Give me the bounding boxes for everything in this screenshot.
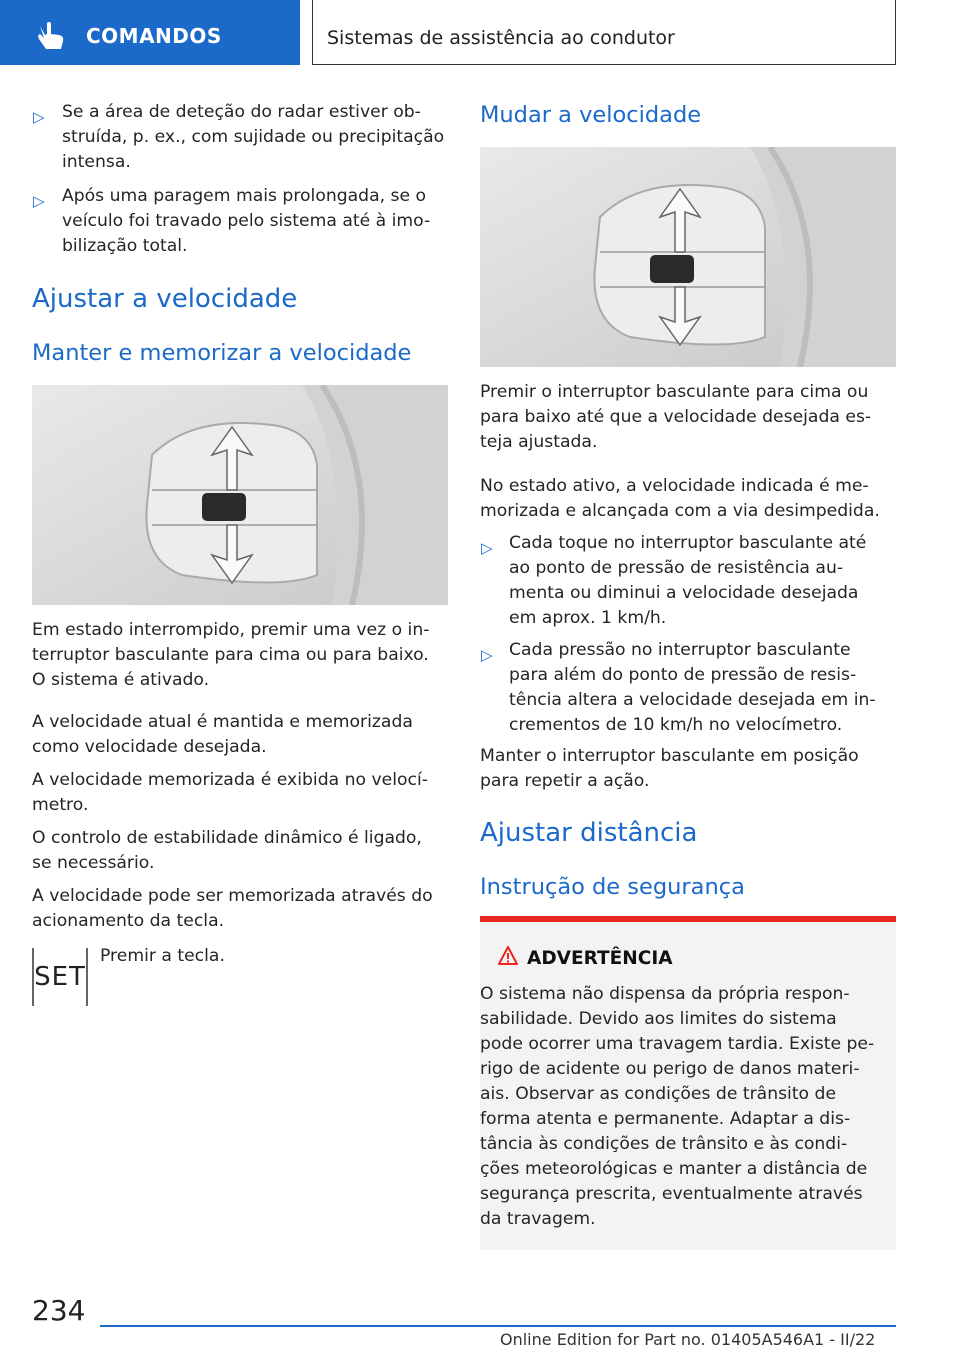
steering-wheel-rocker-image xyxy=(32,385,448,605)
paragraph: A velocidade memorizada é exibida no velocí- metro. xyxy=(32,770,428,815)
footer-divider xyxy=(100,1325,896,1327)
heading-adjust-speed: Ajustar a velocidade xyxy=(32,284,298,314)
paragraph: No estado ativo, a velocidade indicada é me- morizada e alcançada com a via desimpedida. xyxy=(480,476,880,521)
subheading-change-speed: Mudar a velocidade xyxy=(480,102,702,128)
warning-text: O sistema não dispensa da própria respon- sabilidade. Devido aos limites do sistema pode ocorrer uma travagem tardia. Existe pe- rigo de acidente ou perigo de danos materi- ais. Observar as condições de trânsito de forma atenta e permanente. Adaptar a dis- tância às condições de trânsito e às condi- ções meteorológicas e manter a distância de segurança prescrita, eventualmente através da travagem. xyxy=(480,984,875,1229)
chapter-title: Sistemas de assistência ao condutor xyxy=(327,27,675,49)
warning-box xyxy=(480,916,896,1250)
paragraph: A velocidade atual é mantida e memorizada como velocidade desejada. xyxy=(32,712,413,757)
set-key-icon xyxy=(32,948,88,1006)
paragraph: O controlo de estabilidade dinâmico é ligado, se necessário. xyxy=(32,828,422,873)
paragraph: Premir o interruptor basculante para cima ou para baixo até que a velocidade desejada es- teja ajustada. xyxy=(480,382,872,452)
chapter-header xyxy=(312,0,896,65)
subheading-keep-speed: Manter e memorizar a velocidade xyxy=(32,340,412,366)
bullet-icon: ▷ xyxy=(481,646,493,664)
page-number: 234 xyxy=(32,1294,86,1327)
steering-wheel-rocker-image xyxy=(480,147,896,367)
bullet-icon: ▷ xyxy=(33,192,45,210)
bullet-icon: ▷ xyxy=(33,108,45,126)
list-item: Se a área de deteção do radar estiver ob- struída, p. ex., com sujidade ou precipitação intensa. xyxy=(62,102,445,172)
footer-edition: Online Edition for Part no. 01405A546A1 - II/22 xyxy=(500,1330,876,1349)
list-item: Cada pressão no interruptor basculante para além do ponto de pressão de resis- tência altera a velocidade desejada em in- crementos de 10 km/h no velocímetro. xyxy=(509,640,876,735)
warning-title: ADVERTÊNCIA xyxy=(527,948,673,969)
paragraph: Manter o interruptor basculante em posição para repetir a ação. xyxy=(480,746,859,791)
list-item: Cada toque no interruptor basculante até ao ponto de pressão de resistência au- menta ou diminui a velocidade desejada em aprox. 1 km/h. xyxy=(509,533,867,628)
list-item: Após uma paragem mais prolongada, se o veículo foi travado pelo sistema até à imo- bilização total. xyxy=(62,186,431,256)
warning-triangle-icon xyxy=(498,946,518,966)
subheading-safety: Instrução de segurança xyxy=(480,874,745,900)
paragraph: Em estado interrompido, premir uma vez o in- terruptor basculante para cima ou para baixo. O sistema é ativado. xyxy=(32,620,430,690)
set-instruction: Premir a tecla. xyxy=(100,946,225,966)
set-key-label: SET xyxy=(34,962,86,992)
bullet-icon: ▷ xyxy=(481,539,493,557)
hand-pointer-icon xyxy=(34,22,68,50)
paragraph: A velocidade pode ser memorizada através do acionamento da tecla. xyxy=(32,886,433,931)
heading-adjust-distance: Ajustar distância xyxy=(480,818,698,848)
section-tab-label: COMANDOS xyxy=(86,24,222,48)
section-tab[interactable] xyxy=(0,0,300,65)
